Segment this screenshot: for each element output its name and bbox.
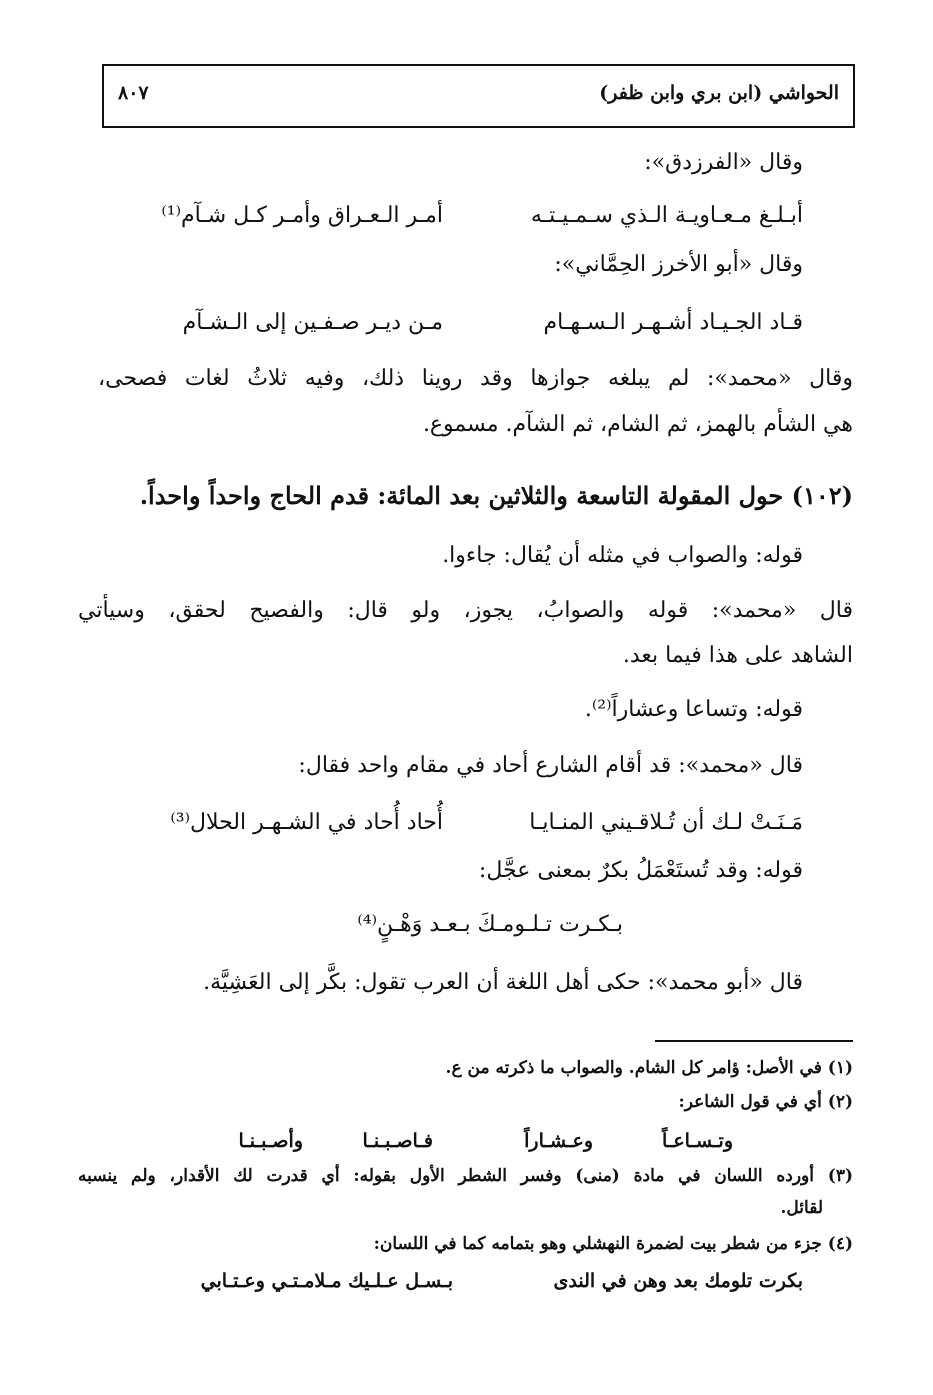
text-line: وقال «الفرزدق»:	[644, 150, 803, 175]
footnote-verse-word: وتـسـاعـاً	[661, 1130, 733, 1152]
running-header	[102, 64, 855, 128]
text-line: قوله: وتساعا وعشاراً⁽²⁾.	[584, 697, 803, 722]
footnote: لقائل.	[780, 1198, 823, 1218]
footnote: (٤) جزء من شطر بيت لضمرة النهشلي وهو بتمامه كما في اللسان:	[373, 1234, 853, 1254]
paragraph-line: هي الشأم بالهمز، ثم الشام، ثم الشآم. مسموع.	[422, 412, 853, 437]
verse-single: بـكـرت تـلـومـكَ بـعـد وَهْـنٍ⁽⁴⁾	[357, 912, 623, 937]
text-line: وقال «أبو الأخرز الحِمَّاني»:	[554, 252, 803, 277]
verse-right-hemistich: أبـلـغ مـعـاويـة الـذي سـمـيـتـه	[530, 203, 803, 228]
paragraph-line: وقال «محمد»: لم يبلغه جوازها وقد روينا ذلك، وفيه ثلاثُ لغات فصحى،	[98, 366, 853, 391]
footnote-separator	[655, 1040, 853, 1042]
footnote-verse-right: بكرت تلومك بعد وهن في الندى	[553, 1270, 803, 1292]
verse-left-hemistich: مـن ديـر صـفـين إلى الـشـآم	[182, 310, 443, 335]
footnote-verse-word: وعـشـاراً	[524, 1130, 593, 1152]
verse-right-hemistich: قـاد الجـيـاد أشـهـر الـسـهـام	[543, 310, 803, 335]
footnote: (٣) أورده اللسان في مادة (منى) وفسر الشطر الأول بقوله: أي قدرت لك الأقدار، ولم ينسبه	[78, 1166, 853, 1186]
verse-left-hemistich: أمـر الـعـراق وأمـر كـل شـآم⁽¹⁾	[161, 203, 443, 228]
footnote-verse-word: وأصـبـنـا	[238, 1130, 303, 1152]
verse-right-hemistich: مَـنَـتْ لـك أن تُـلاقـيني المنـايـا	[529, 810, 803, 835]
page-number: ٨٠٧	[118, 82, 149, 104]
verse-left-hemistich: أُحاد أُحاد في الشـهـر الحلال⁽³⁾	[170, 810, 443, 835]
header-title: الحواشي (ابن بري وابن ظفر)	[599, 82, 839, 104]
text-line: قوله: والصواب في مثله أن يُقال: جاءوا.	[442, 543, 803, 568]
text-line: قوله: وقد تُستَعْمَلُ بكرٌ بمعنى عجَّل:	[478, 858, 803, 883]
footnote: (٢) أي في قول الشاعر:	[678, 1092, 853, 1112]
paragraph-line: الشاهد على هذا فيما بعد.	[622, 643, 853, 668]
footnote-verse-left: بـسـل عـلـيك مـلامـتـي وعـتـابي	[200, 1270, 453, 1292]
paragraph-line: قال «محمد»: قوله والصوابُ، يجوز، ولو قال: والفصيح لحقق، وسيأتي	[78, 598, 853, 623]
footnote: (١) في الأصل: ؤامر كل الشام. والصواب ما ذكرته من ع.	[445, 1058, 853, 1078]
footnote-verse-word: فـاصـبـنـا	[362, 1130, 433, 1152]
text-line: قال «محمد»: قد أقام الشارع أحاد في مقام واحد فقال:	[298, 753, 803, 778]
text-line: قال «أبو محمد»: حكى أهل اللغة أن العرب تقول: بكَّر إلى العَشِيَّة.	[203, 970, 803, 995]
section-heading: (١٠٢) حول المقولة التاسعة والثلاثين بعد المائة: قدم الحاج واحداً واحداً.	[139, 481, 853, 510]
